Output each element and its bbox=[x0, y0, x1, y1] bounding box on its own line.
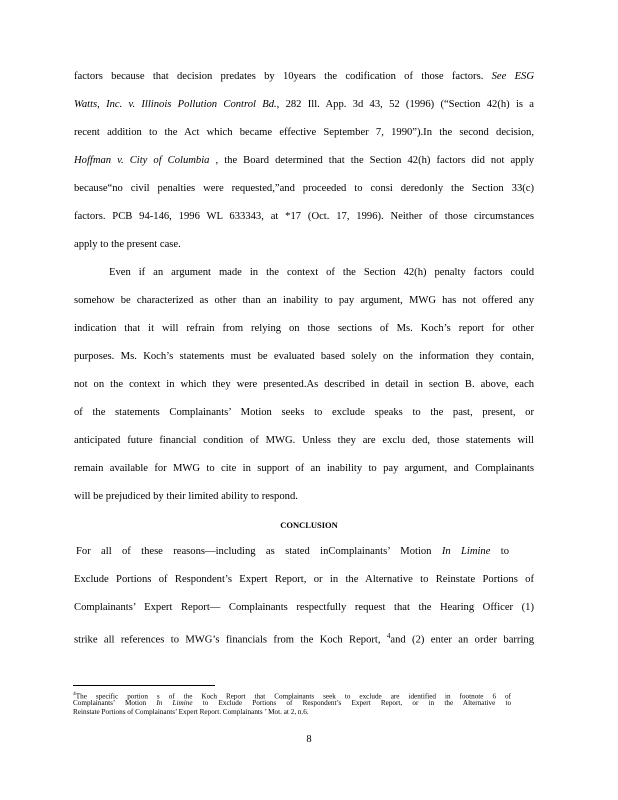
citation-italic: In Limine bbox=[441, 546, 491, 557]
footnote-reference[interactable]: 4 bbox=[386, 632, 391, 640]
body-line bbox=[74, 70, 534, 84]
body-line: anticipated future financial condition of MWG. Unless they are exclu ded, those statements will bbox=[74, 435, 534, 446]
body-line: of the statements Complainants’ Motion seeks to exclude speaks to the past, present, or bbox=[74, 407, 534, 418]
footnote-line: Reinstate Portions of Complainants’ Expert Report. Complainants ’ Mot. at 2, n.6. bbox=[73, 708, 309, 716]
text-span: to bbox=[500, 546, 510, 557]
body-line: indication that it will refrain from relying on those sections of Ms. Koch’s report for other bbox=[74, 323, 534, 334]
footnote-marker: 4 bbox=[73, 691, 76, 697]
body-line: purposes. Ms. Koch’s statements must be evaluated based solely on the information they contain, bbox=[74, 351, 534, 362]
body-line bbox=[74, 98, 534, 112]
text-span: , the Board determined that the Section 42(h) factors did not apply bbox=[215, 155, 535, 166]
text-span: factors because that decision predates by 10years the codification of those factors. bbox=[74, 71, 484, 82]
text-span: strike all references to MWG’s financials from the Koch Report, bbox=[74, 634, 381, 646]
citation-italic: Watts, Inc. v. Illinois Pollution Control Bd. bbox=[74, 99, 277, 110]
body-line: Complainants’ Expert Report— Complainants respectfully request that the Hearing Officer (1) bbox=[74, 602, 534, 613]
body-line bbox=[74, 154, 534, 168]
text-span: The specific portion s of the Koch Report that Complainants seek to exclude are identified in footnote 6 of bbox=[75, 692, 511, 701]
body-line: because“no civil penalties were requested,”and proceeded to consi deredonly the Section 33(c) bbox=[74, 183, 534, 194]
citation-italic: See ESG bbox=[491, 71, 534, 82]
text-span: Complainants’ Motion bbox=[73, 699, 147, 707]
body-line: will be prejudiced by their limited ability to respond. bbox=[74, 491, 298, 502]
body-line: not on the context in which they were presented.As described in detail in section B. above, each bbox=[74, 379, 534, 390]
section-heading: CONCLUSION bbox=[280, 520, 338, 530]
text-span: , 282 Ill. App. 3d 43, 52 (1996) (“Section 42(h) is a bbox=[276, 99, 535, 110]
body-line bbox=[76, 545, 509, 559]
body-line: somehow be characterized as other than an inability to pay argument, MWG has not offered any bbox=[74, 295, 534, 306]
text-span: For all of these reasons—including as stated inComplainants’ Motion bbox=[76, 546, 432, 557]
body-line bbox=[74, 629, 534, 648]
citation-italic: Hoffman v. City of Columbia bbox=[74, 155, 210, 166]
body-line: remain available for MWG to cite in support of an inability to pay argument, and Complainants bbox=[74, 463, 534, 474]
text-span: to Exclude Portions of Respondent’s Expert Report, or in the Alternative to bbox=[202, 699, 512, 707]
footnote-separator bbox=[73, 685, 215, 686]
footnote-line bbox=[73, 699, 511, 708]
body-line: factors. PCB 94-146, 1996 WL 633343, at *17 (Oct. 17, 1996). Neither of those circumstances bbox=[74, 211, 534, 222]
body-line: Even if an argument made in the context of the Section 42(h) penalty factors could bbox=[109, 267, 534, 278]
body-line: recent addition to the Act which became effective September 7, 1990”).In the second decision, bbox=[74, 127, 534, 138]
body-line: apply to the present case. bbox=[74, 239, 181, 250]
body-line: Exclude Portions of Respondent’s Expert Report, or in the Alternative to Reinstate Portions of bbox=[74, 574, 534, 585]
page-number: 8 bbox=[306, 734, 312, 745]
citation-italic: In Limine bbox=[156, 699, 193, 707]
text-span: and (2) enter an order barring bbox=[390, 634, 534, 646]
